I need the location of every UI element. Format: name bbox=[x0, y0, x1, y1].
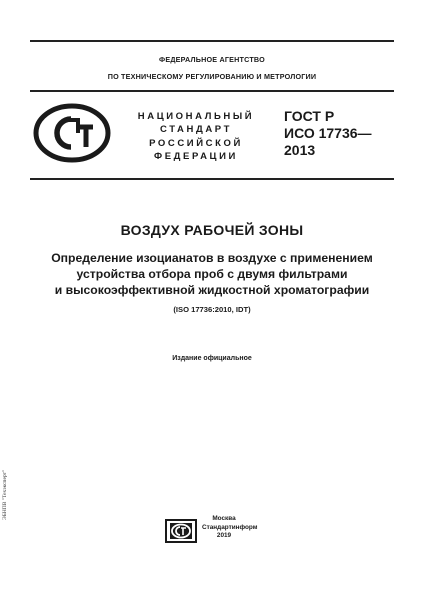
designation-rule bbox=[30, 178, 394, 180]
edition-label: Издание официальное bbox=[172, 355, 252, 362]
top-rule bbox=[30, 40, 394, 42]
standard-type-line: ФЕДЕРАЦИИ bbox=[154, 151, 238, 163]
document-subtitle bbox=[30, 250, 394, 298]
publisher-year: 2019 bbox=[216, 532, 232, 540]
iso-reference: (ISO 17736:2010, IDT) bbox=[173, 305, 251, 314]
standard-type-line: РОССИЙСКОЙ bbox=[149, 137, 243, 149]
designation-line: 2013 bbox=[284, 142, 316, 158]
standard-type-line: СТАНДАРТ bbox=[160, 124, 232, 136]
subtitle-line: и высокоэффективной жидкостной хроматографии bbox=[54, 283, 370, 297]
publisher-name: Стандартинформ bbox=[202, 523, 258, 531]
designation-line: ГОСТ Р bbox=[284, 108, 335, 124]
subtitle-line: устройства отбора проб с двумя фильтрами bbox=[76, 267, 348, 281]
standartinform-logo-icon bbox=[165, 519, 197, 543]
designation-line: ИСО 17736— bbox=[284, 125, 372, 141]
subtitle-line: Определение изоцианатов в воздухе с применением bbox=[51, 251, 373, 265]
publisher-info bbox=[202, 515, 258, 541]
publisher-city: Москва bbox=[212, 515, 236, 522]
side-note: ЭБНПВ "Техэксперт" bbox=[2, 469, 8, 520]
standard-type-line: НАЦИОНАЛЬНЫЙ bbox=[137, 111, 255, 122]
agency-line-1: ФЕДЕРАЛЬНОЕ АГЕНТСТВО bbox=[159, 55, 265, 64]
header-rule bbox=[30, 90, 394, 92]
agency-line-2: ПО ТЕХНИЧЕСКОМУ РЕГУЛИРОВАНИЮ И МЕТРОЛОГИИ bbox=[107, 72, 317, 81]
document-title: ВОЗДУХ РАБОЧЕЙ ЗОНЫ bbox=[120, 222, 304, 238]
standard-type bbox=[132, 110, 260, 164]
standard-designation bbox=[284, 108, 372, 159]
gost-r-logo-icon bbox=[33, 103, 111, 163]
